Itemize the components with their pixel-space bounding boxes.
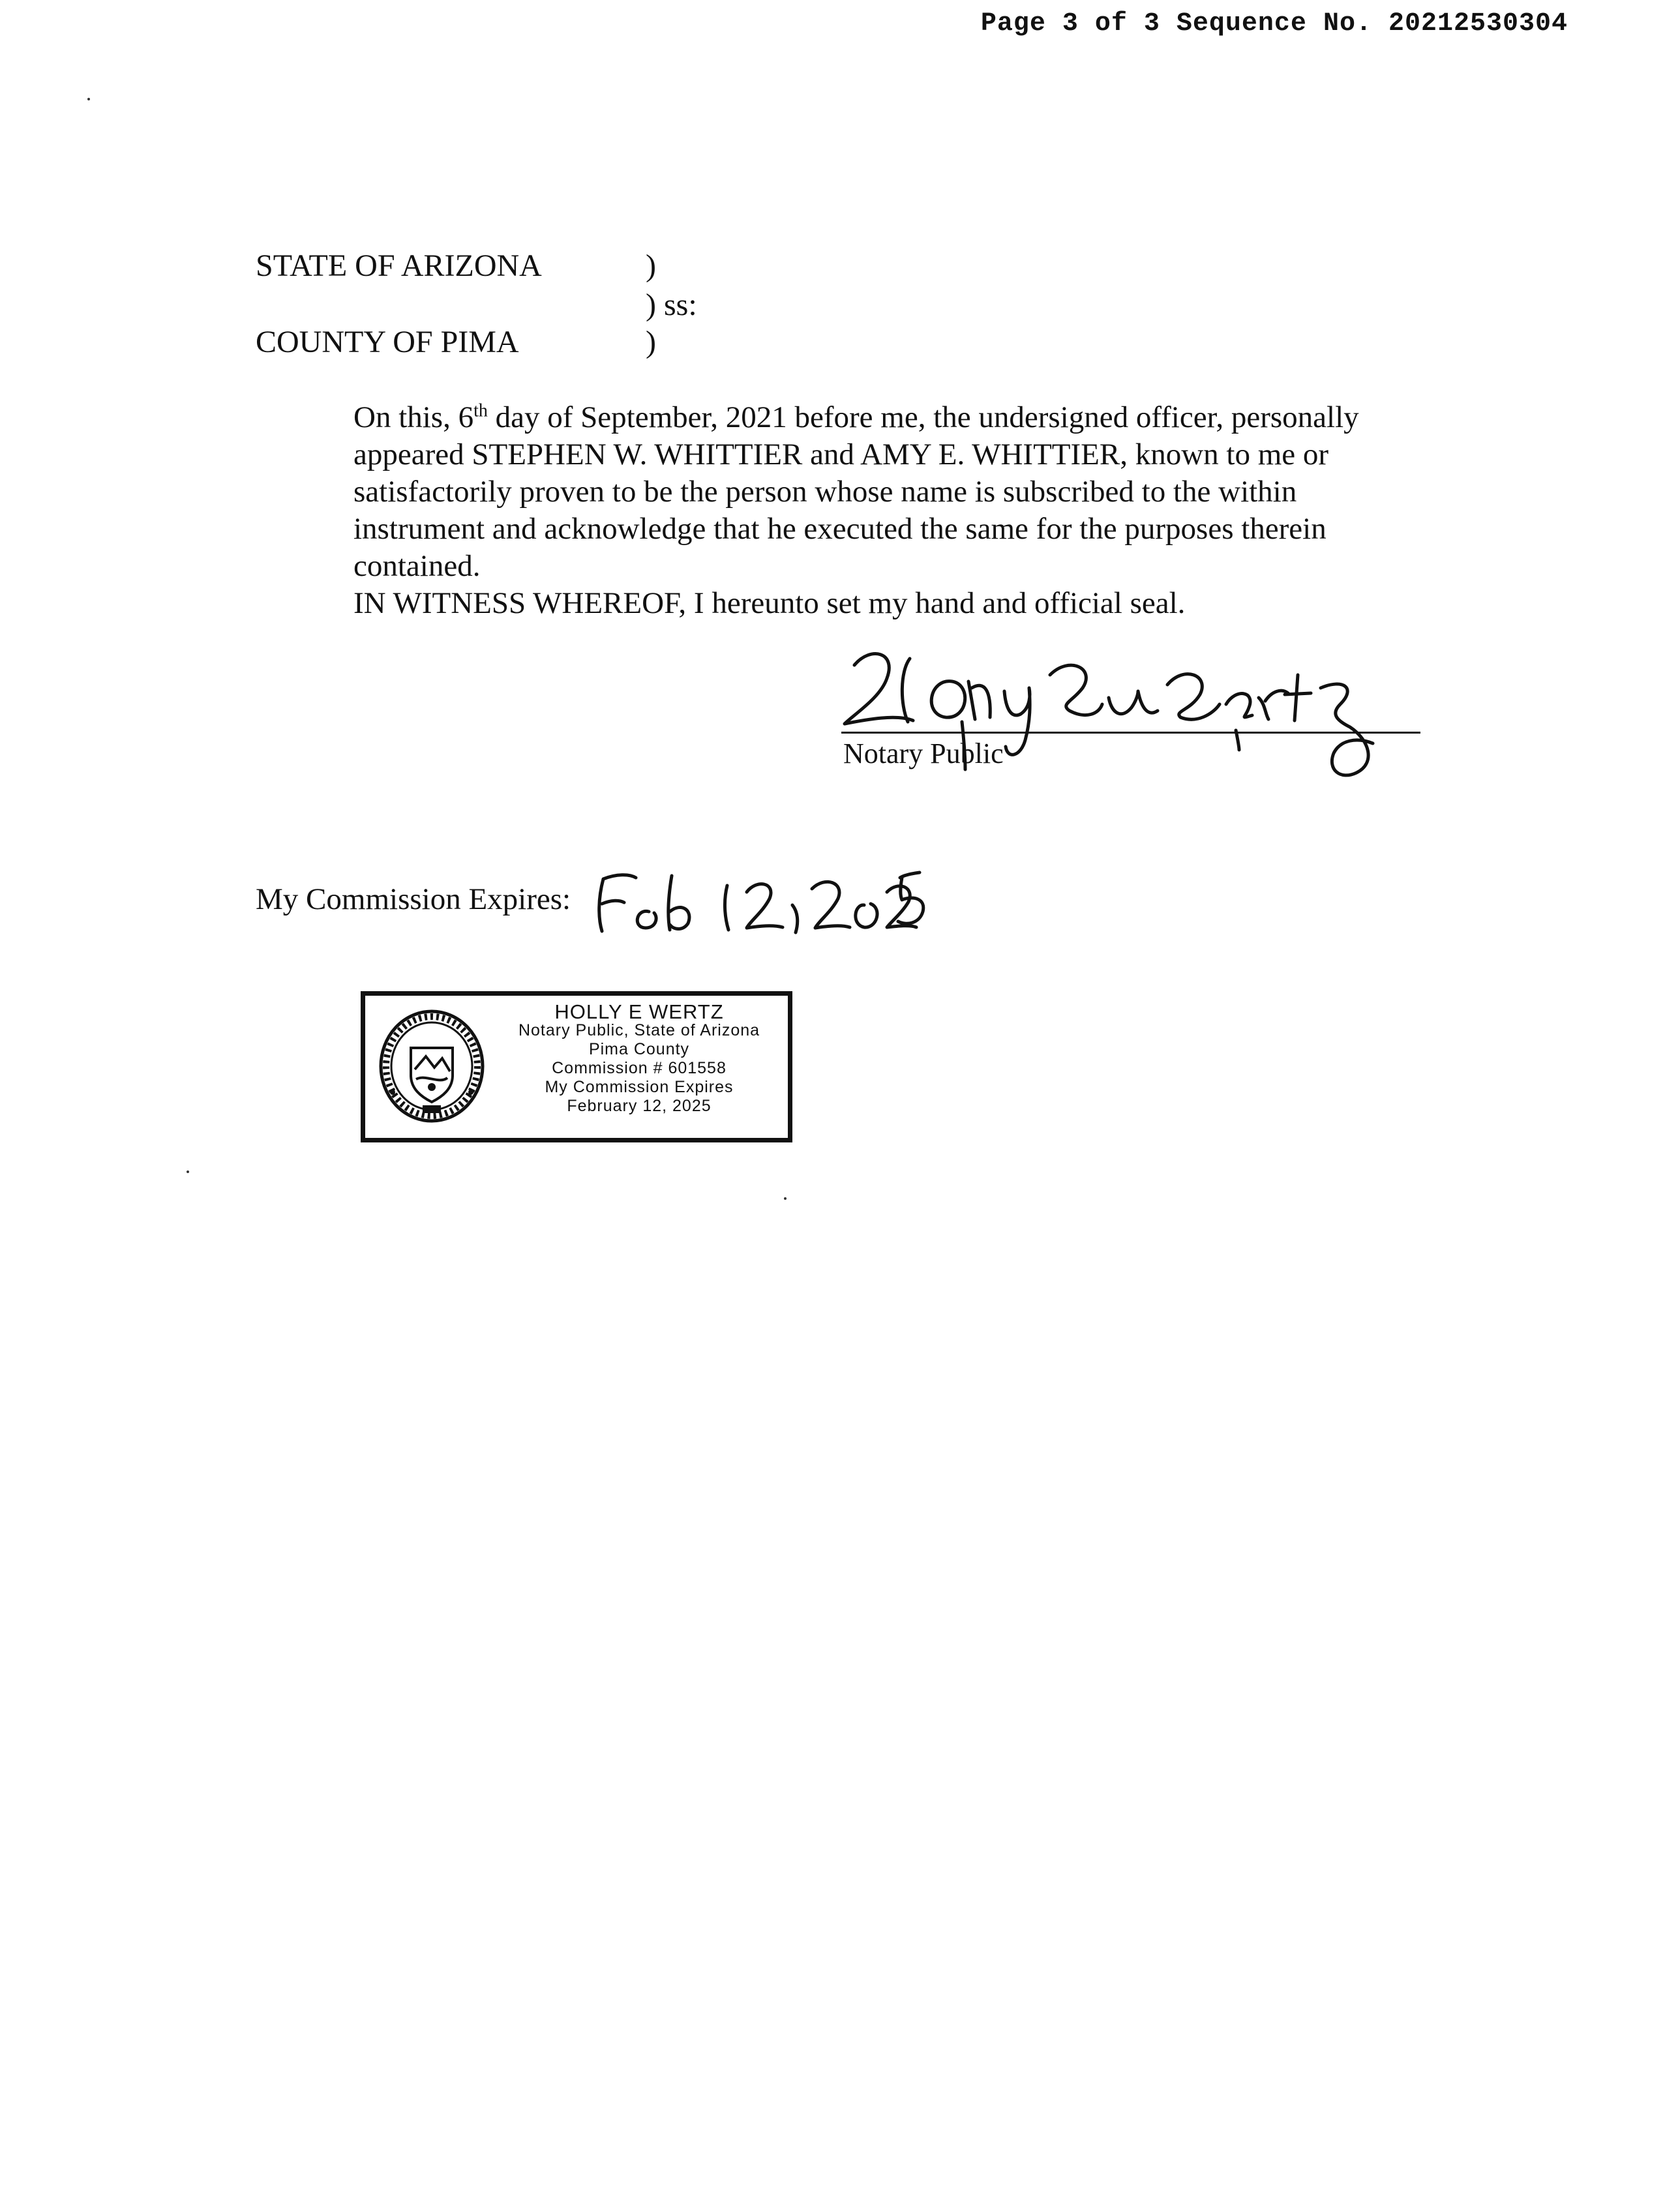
scan-speck	[784, 1197, 787, 1200]
venue-paren-bottom: )	[646, 325, 656, 359]
scan-speck	[87, 98, 90, 100]
venue-paren-ss: ) ss:	[646, 288, 697, 322]
scan-speck	[187, 1170, 189, 1173]
stamp-expires-label: My Commission Expires	[545, 1078, 734, 1096]
notary-signature	[835, 642, 1435, 799]
commission-expires-label: My Commission Expires:	[256, 882, 571, 916]
page-sequence-header: Page 3 of 3 Sequence No. 20212530304	[980, 9, 1568, 38]
acknowledgment-paragraph	[256, 399, 1417, 585]
venue-paren-top: )	[646, 248, 656, 283]
stamp-notary-name: HOLLY E WERTZ	[554, 1000, 724, 1023]
acknowledgment-body	[256, 399, 1417, 622]
stamp-notary-title: Notary Public, State of Arizona	[518, 1021, 760, 1039]
witness-statement: IN WITNESS WHEREOF, I hereunto set my hand and official seal.	[353, 586, 1186, 620]
stamp-text-block	[486, 1002, 792, 1116]
stamp-commission-number: Commission # 601558	[552, 1059, 727, 1077]
venue-county: COUNTY OF PIMA	[256, 325, 519, 359]
arizona-state-seal	[377, 1007, 487, 1125]
acknowledgment-date-lead: On this, 6	[353, 400, 474, 434]
stamp-county: Pima County	[588, 1040, 690, 1058]
notary-public-label: Notary Public	[843, 738, 1004, 769]
handwritten-commission-date	[590, 859, 929, 938]
signature-line	[841, 732, 1420, 734]
acknowledgment-ordinal: th	[473, 400, 488, 421]
notary-stamp	[361, 991, 792, 1142]
acknowledgment-text: day of September, 2021 before me, the undersigned officer, personally appeared STEPHEN W. WHITTIER and AMY E. WHITTIER, known to me or satisfactorily proven to be the person whose name is subscribed to the within instrument and acknowledge that he executed the same for the purposes therein contained.	[353, 400, 1359, 583]
venue-state: STATE OF ARIZONA	[256, 248, 542, 283]
stamp-expires-date: February 12, 2025	[567, 1097, 712, 1115]
